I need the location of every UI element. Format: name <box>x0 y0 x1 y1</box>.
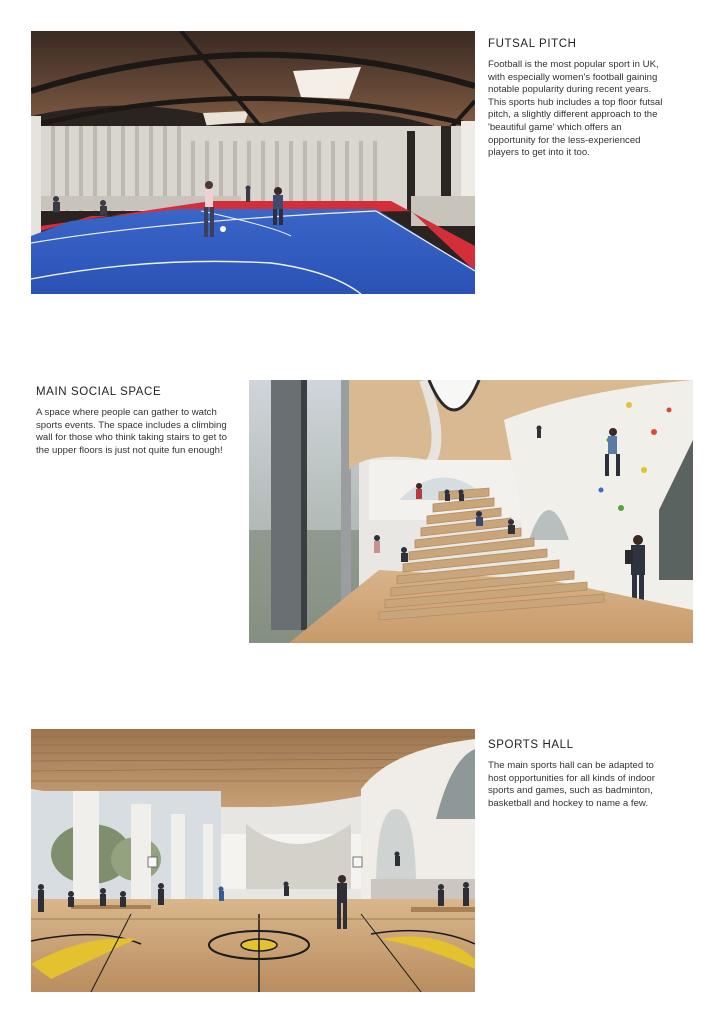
futsal-description: Football is the most popular sport in UK, with especially women's football gaining notable popularity during recent years. This sports hub includes a top floor futsal pitch, a slightly different approach to the 'beautiful game' which offers an opportunity for the less-experienced players to get into it too. <box>488 59 663 159</box>
futsal-caption <box>488 38 664 160</box>
social-space-render <box>249 380 693 643</box>
social-space-title: MAIN SOCIAL SPACE <box>36 386 162 398</box>
sports-hall-title: SPORTS HALL <box>488 739 574 751</box>
sports-hall-caption <box>488 739 664 810</box>
social-space-caption <box>36 386 236 457</box>
futsal-pitch-render <box>31 31 475 294</box>
sports-hall-render <box>31 729 475 992</box>
social-space-description: A space where people can gather to watch sports events. The space includes a climbing wall for those who think taking stairs to get to the upper floors is just not quite fun enough! <box>36 407 227 456</box>
futsal-title: FUTSAL PITCH <box>488 38 577 50</box>
sports-hall-description: The main sports hall can be adapted to host opportunities for all kinds of indoor sports and games, such as badminton, basketball and hockey to name a few. <box>488 760 655 809</box>
